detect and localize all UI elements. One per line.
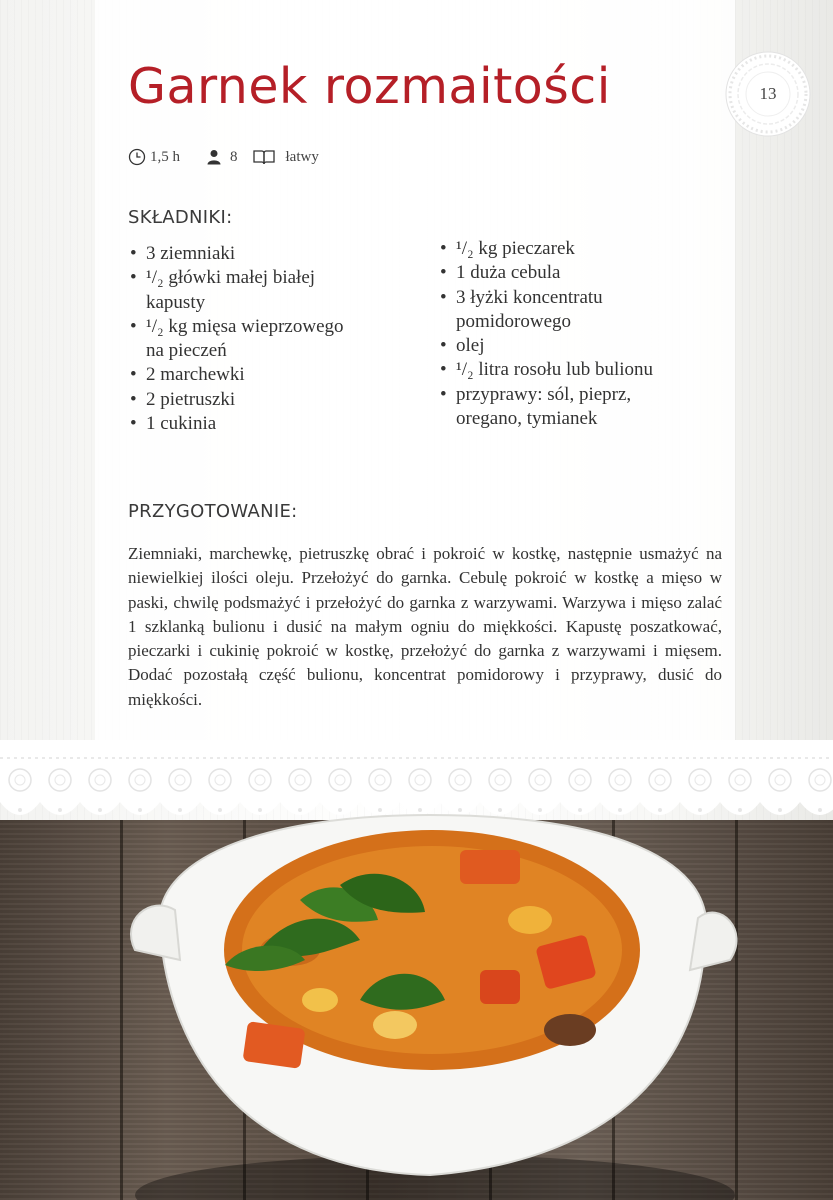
time-item xyxy=(128,148,180,166)
ingredient-item-continued: kapusty xyxy=(146,291,206,313)
ingredient-item: • przyprawy: sól, pieprz, xyxy=(440,383,653,407)
stew-bowl-photo xyxy=(0,800,833,1200)
ingredient-item: • ¹/₂ kg mięsa wieprzowego xyxy=(130,315,344,339)
ingredient-item: • 3 ziemniaki xyxy=(130,242,344,266)
ingredient-item: • ¹/₂ kg pieczarek xyxy=(440,237,653,261)
ingredient-item: • 1 duża cebula xyxy=(440,261,653,285)
page-number: 13 xyxy=(759,84,777,103)
person-icon xyxy=(206,149,222,165)
servings-value: 8 xyxy=(230,148,238,165)
preparation-heading: PRZYGOTOWANIE: xyxy=(128,501,298,522)
ingredient-item-continued: na pieczeń xyxy=(146,340,227,362)
ingredient-item-continued: pomidorowego xyxy=(456,310,572,332)
book-icon xyxy=(252,148,276,166)
ingredients-heading: SKŁADNIKI: xyxy=(128,207,233,228)
servings-item xyxy=(206,149,238,166)
ingredient-item: • 2 marchewki xyxy=(130,363,344,387)
ingredient-item: • 2 pietruszki xyxy=(130,388,344,412)
difficulty-value: łatwy xyxy=(285,148,319,165)
ingredient-item-continued: oregano, tymianek xyxy=(456,408,598,430)
difficulty-item xyxy=(252,148,319,166)
ingredient-item: • 3 łyżki koncentratu xyxy=(440,286,653,310)
preparation-text: Ziemniaki, marchewkę, pietruszkę obrać i pokroić w kostkę, następnie usmażyć na niewielkiej ilości oleju. Przełożyć do garnka. Cebulę pokroić w kostkę a mięso w paski, chwilę podsmażyć i przełożyć do garnka z warzywami. Warzywa i mięso zalać 1 szklanką bulionu i dusić na małym ogniu do miękkości. Kapustę poszatkować, pieczarki i cukinię pokroić w kostkę, przełożyć do garnka z warzywami i mięsem. Dodać pozostałą część bulionu, koncentrat pomidorowy i przyprawy, dusić do miękkości. xyxy=(128,544,722,709)
ingredients-list-right xyxy=(440,237,653,431)
ingredients-list-left xyxy=(130,242,344,436)
ingredient-item: • ¹/₂ główki małej białej xyxy=(130,266,344,290)
recipe-meta xyxy=(128,146,319,168)
recipe-title: Garnek rozmaitości xyxy=(128,58,611,115)
ingredient-item: • ¹/₂ litra rosołu lub bulionu xyxy=(440,358,653,382)
clock-icon xyxy=(128,148,146,166)
ingredient-item: • olej xyxy=(440,334,653,358)
ingredient-item: • 1 cukinia xyxy=(130,412,344,436)
time-value: 1,5 h xyxy=(150,148,180,165)
